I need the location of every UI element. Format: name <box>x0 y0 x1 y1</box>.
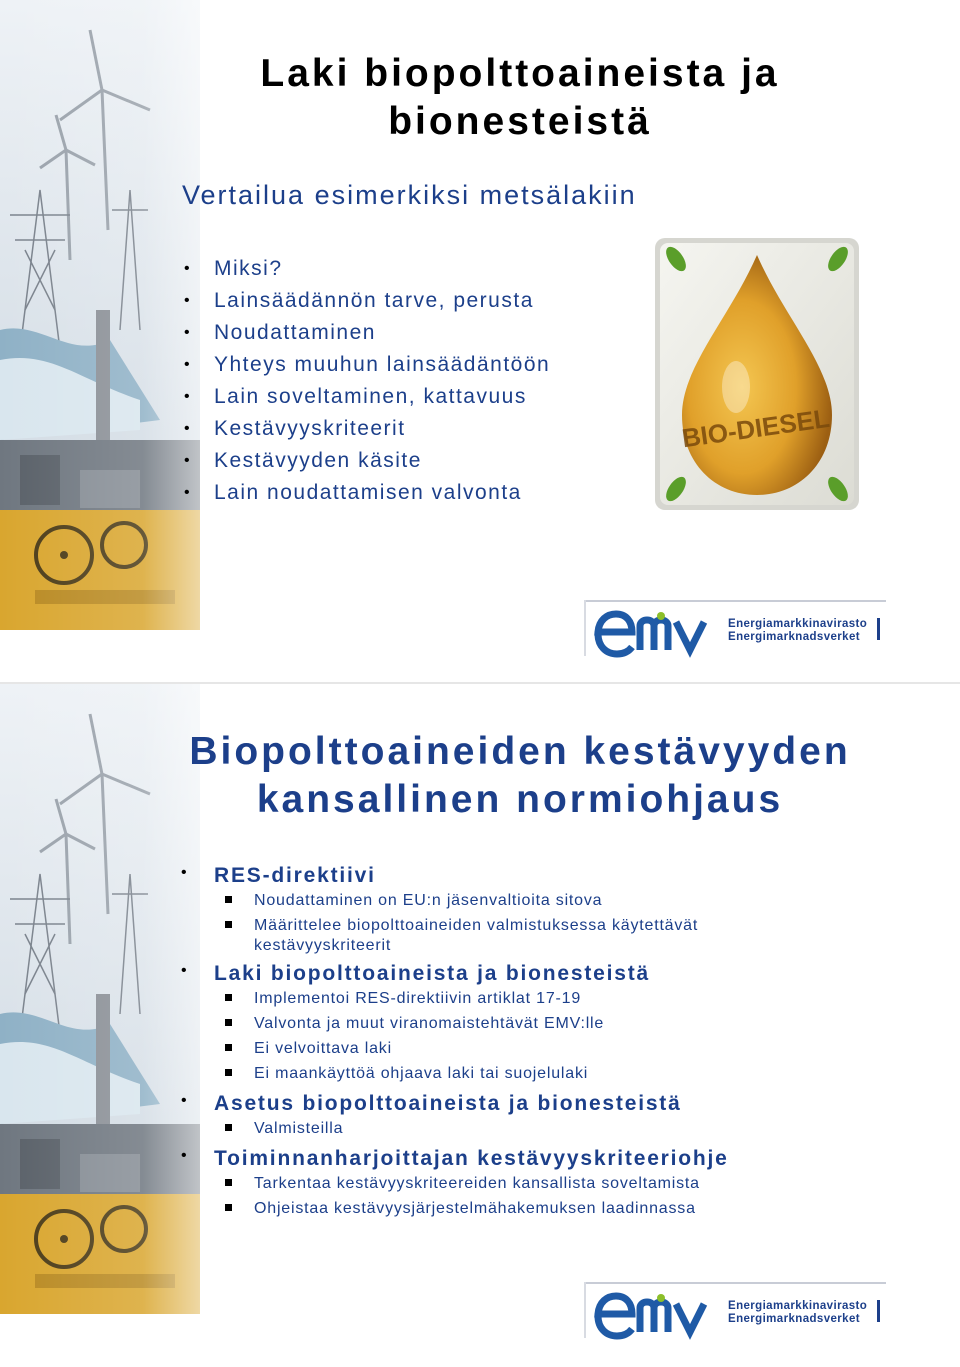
section-heading <box>181 1147 834 1171</box>
section-subitem-text: Valmisteilla <box>254 1120 344 1137</box>
logo-text-swedish: Energimarknadsverket <box>728 1313 861 1325</box>
square-bullet <box>225 896 232 903</box>
bullet-dot: • <box>184 324 192 341</box>
slide-2-title-line-1: Biopolttoaineiden kestävyyden <box>189 730 851 773</box>
logo-top-rule <box>584 1282 886 1284</box>
logo-separator <box>877 1300 880 1322</box>
biodiesel-drop-text: BIO-DIESEL <box>679 402 832 454</box>
bullet-item <box>184 349 551 381</box>
bullet-text: Lain noudattamisen valvonta <box>214 481 522 504</box>
bullet-item <box>184 381 550 413</box>
section-subitem-text: Noudattaminen on EU:n jäsenvaltioita sitova <box>254 892 603 909</box>
slide-2 <box>0 684 960 1367</box>
square-bullet <box>225 1069 232 1076</box>
logo-text-swedish: Energimarknadsverket <box>728 631 861 643</box>
bullet-dot: • <box>181 864 189 881</box>
section-subitem-text: Tarkentaa kestävyyskriteereiden kansallista soveltamista <box>254 1175 700 1192</box>
logo-left-rule <box>584 600 586 656</box>
section-heading-text: Asetus biopolttoaineista ja bionesteistä <box>214 1092 682 1115</box>
biodiesel-drop-image <box>654 237 860 511</box>
bullet-text: Kestävyyden käsite <box>214 449 422 472</box>
section-heading-text: RES-direktiivi <box>214 864 376 887</box>
bullet-dot: • <box>184 292 192 309</box>
square-bullet <box>225 1179 232 1186</box>
logo-separator <box>877 618 880 640</box>
bullet-item <box>184 413 550 445</box>
emv-logo-mark <box>590 1288 724 1340</box>
square-bullet <box>225 1124 232 1131</box>
emv-logo-mark <box>590 606 724 658</box>
square-bullet <box>225 921 232 928</box>
section-subitem <box>254 1196 834 1221</box>
logo-left-rule <box>584 1282 586 1338</box>
section-subitem <box>254 1011 834 1036</box>
bullet-item <box>184 445 550 477</box>
logo-text-finnish: Energiamarkkinavirasto <box>728 618 868 630</box>
bullet-dot: • <box>184 356 192 373</box>
bullet-dot: • <box>184 452 192 469</box>
section-subitem <box>254 1171 834 1196</box>
section-subitem-text: Ohjeistaa kestävyysjärjestelmähakemuksen laadinnassa <box>254 1200 696 1217</box>
slide-2-title <box>160 728 880 824</box>
section-subitem <box>254 913 834 956</box>
section-subitem <box>254 1061 834 1086</box>
section-subitem-text: Implementoi RES-direktiivin artiklat 17-19 <box>254 990 582 1007</box>
bullet-text: Lainsäädännön tarve, perusta <box>214 289 534 312</box>
bullet-text: Miksi? <box>214 257 283 280</box>
slide-1-bullet-list <box>184 253 551 509</box>
bullet-item <box>184 477 550 509</box>
bullet-dot: • <box>184 420 192 437</box>
bullet-text: Lain soveltaminen, kattavuus <box>214 385 527 408</box>
slide-1-title-line-2: bionesteistä <box>388 100 652 143</box>
bullet-dot: • <box>181 1092 189 1109</box>
emv-logo <box>584 1282 886 1344</box>
section-subitem <box>254 1116 834 1141</box>
section-subitem-text: Määrittelee biopolttoaineiden valmistuksessa käytettävät kestävyyskriteerit <box>254 917 699 954</box>
section-subitem-text: Valvonta ja muut viranomaistehtävät EMV:lle <box>254 1015 605 1032</box>
logo-top-rule <box>584 600 886 602</box>
square-bullet <box>225 1044 232 1051</box>
bullet-text: Noudattaminen <box>214 321 376 344</box>
bullet-dot: • <box>181 962 189 979</box>
section-subitem <box>254 1036 834 1061</box>
square-bullet <box>225 1019 232 1026</box>
bullet-dot: • <box>184 260 192 277</box>
section-subitem <box>254 888 834 913</box>
bullet-text: Yhteys muuhun lainsäädäntöön <box>214 353 551 376</box>
slide-2-content <box>181 858 834 1221</box>
bullet-text: Kestävyyskriteerit <box>214 417 406 440</box>
section-subitem <box>254 986 834 1011</box>
logo-text-finnish: Energiamarkkinavirasto <box>728 1300 868 1312</box>
slide-1 <box>0 0 960 682</box>
bullet-dot: • <box>181 1147 189 1164</box>
section-heading-text: Toiminnanharjoittajan kestävyyskriteeriohje <box>214 1147 729 1170</box>
section-heading <box>181 962 834 986</box>
section-heading-text: Laki biopolttoaineista ja bionesteistä <box>214 962 650 985</box>
slide-1-title-line-1: Laki biopolttoaineista ja <box>260 52 780 95</box>
slide-2-title-line-2: kansallinen normiohjaus <box>256 778 784 821</box>
slide-1-title <box>180 50 860 146</box>
emv-logo <box>584 600 886 662</box>
bullet-item <box>184 253 550 285</box>
slide-1-subtitle: Vertailua esimerkiksi metsälakiin <box>182 180 637 210</box>
square-bullet <box>225 1204 232 1211</box>
bullet-dot: • <box>184 484 192 501</box>
section-subitem-text: Ei maankäyttöä ohjaava laki tai suojelulaki <box>254 1065 589 1082</box>
section-subitem-text: Ei velvoittava laki <box>254 1040 392 1057</box>
bullet-item <box>184 285 550 317</box>
bullet-item <box>184 317 550 349</box>
section-heading <box>181 864 834 888</box>
bullet-dot: • <box>184 388 192 405</box>
section-heading <box>181 1092 834 1116</box>
square-bullet <box>225 994 232 1001</box>
